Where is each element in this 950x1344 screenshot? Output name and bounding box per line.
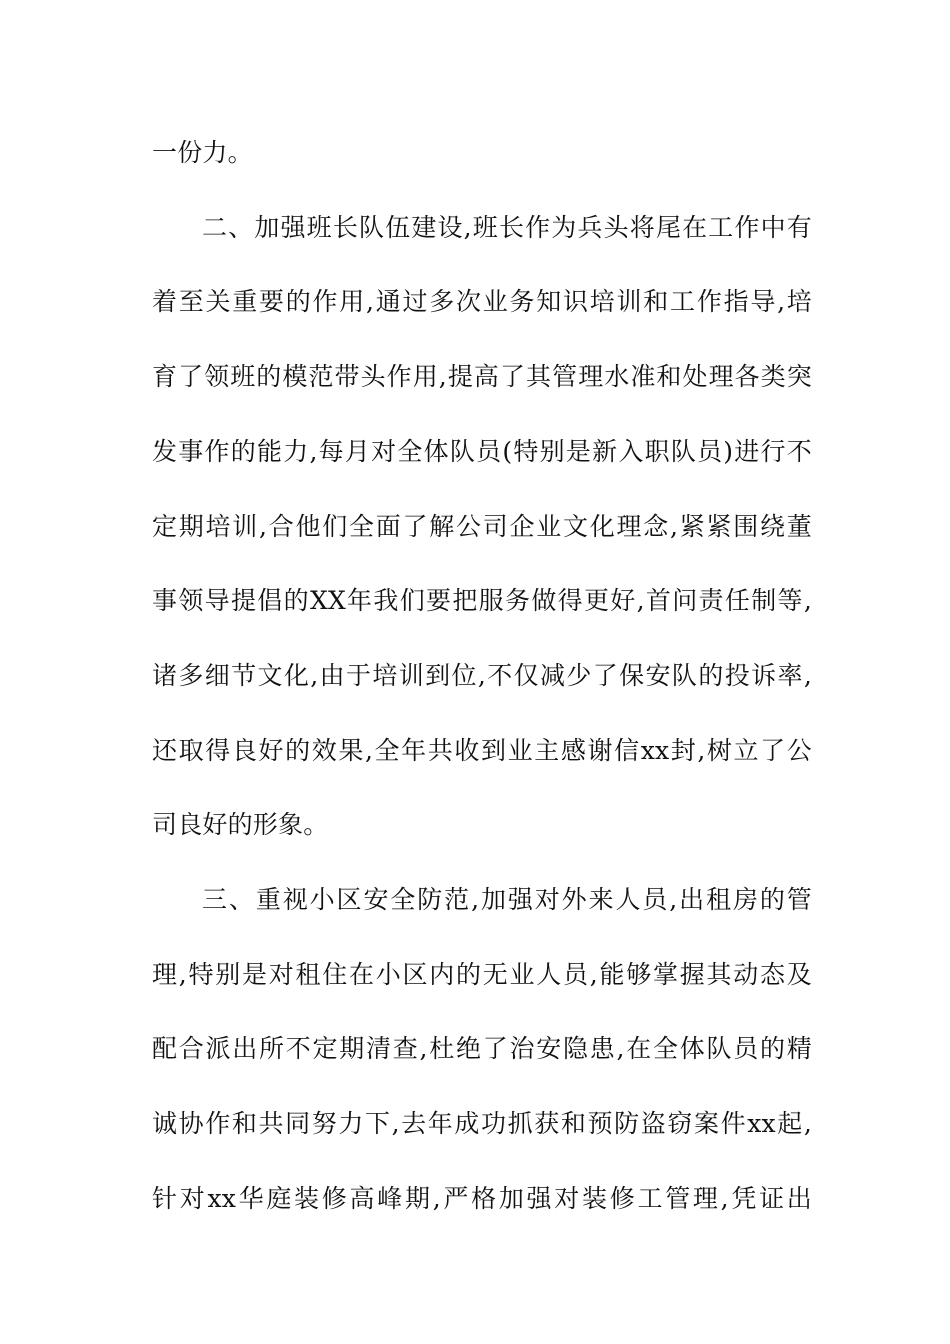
text-line: 还取得良好的效果,全年共收到业主感谢信xx封,树立了公 [152,736,812,765]
paragraph-heading-line: 二、加强班长队伍建设,班长作为兵头将尾在工作中有 [202,213,812,242]
text-line: 事领导提倡的XX年我们要把服务做得更好,首问责任制等, [152,586,812,615]
text-line: 着至关重要的作用,通过多次业务知识培训和工作指导,培 [152,287,812,316]
text-line: 诸多细节文化,由于培训到位,不仅减少了保安队的投诉率, [152,661,812,690]
paragraph-heading-line: 三、重视小区安全防范,加强对外来人员,出租房的管 [202,885,812,914]
text-line: 配合派出所不定期清查,杜绝了治安隐患,在全体队员的精 [152,1034,812,1063]
text-line: 发事作的能力,每月对全体队员(特别是新入职队员)进行不 [152,437,812,466]
text-line: 诚协作和共同努力下,去年成功抓获和预防盗窃案件xx起, [152,1109,812,1138]
text-line: 司良好的形象。 [152,810,329,839]
text-line: 育了领班的模范带头作用,提高了其管理水准和处理各类突 [152,362,812,391]
text-line: 一份力。 [152,138,253,167]
text-line: 定期培训,合他们全面了解公司企业文化理念,紧紧围绕董 [152,512,812,541]
text-line: 理,特别是对租住在小区内的无业人员,能够掌握其动态及 [152,960,812,989]
text-line: 针对xx华庭装修高峰期,严格加强对装修工管理,凭证出 [152,1184,812,1213]
